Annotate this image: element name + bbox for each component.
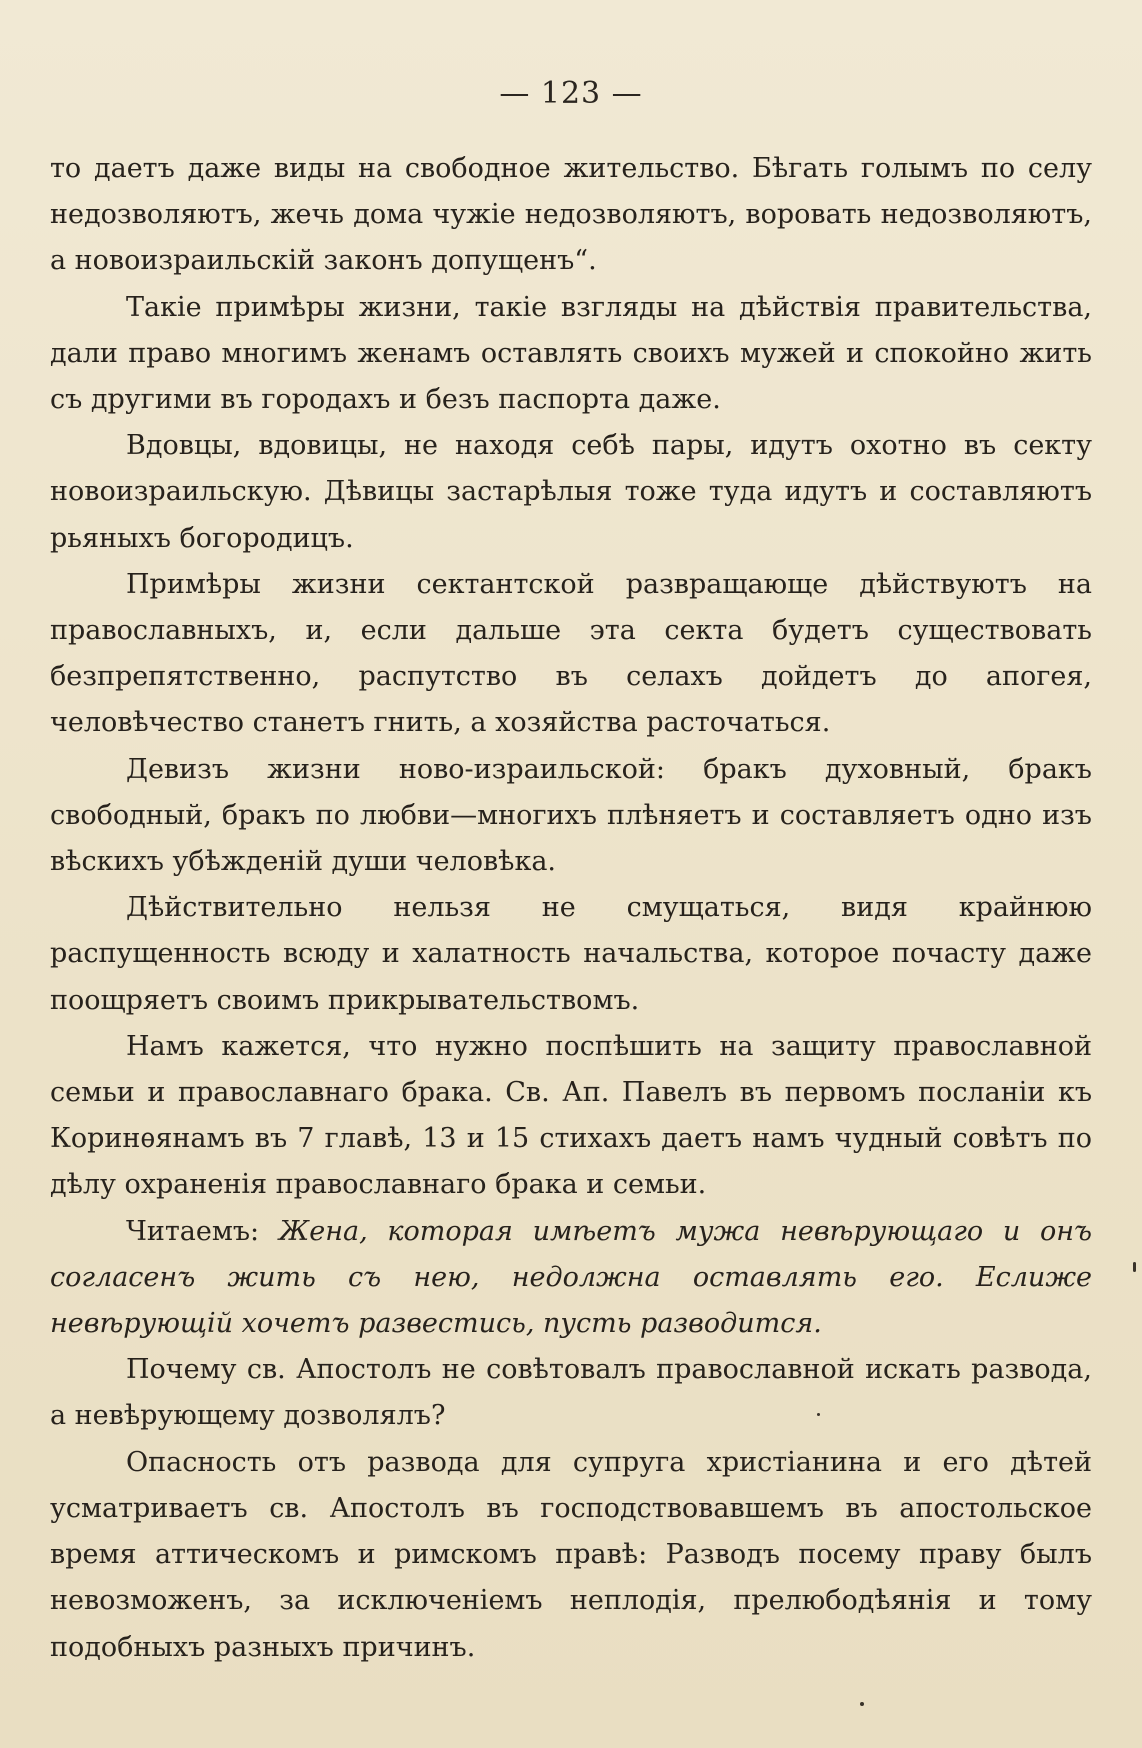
paragraph: Примѣры жизни сектантской развращающе дѣйствуютъ на православныхъ, и, если дальше эта секта будетъ существовать безпрепятственно, распутство въ селахъ дойдетъ до апогея, человѣчество станетъ гнить, а хозяйства расточаться. xyxy=(50,568,1092,739)
paragraph: Опасность отъ развода для супруга христiанина и его дѣтей усматриваетъ св. Апостолъ въ господствовавшемъ въ апостольское время аттическомъ и римскомъ правѣ: Разводъ посему праву былъ невозможенъ, за исключенiемъ неплодiя, прелюбодѣянiя и тому подобныхъ разныхъ причинъ. xyxy=(50,1446,1092,1663)
body-text xyxy=(50,146,1092,1671)
paragraph: Дѣйствительно нельзя не смущаться, видя крайнюю распущенность всюду и халатность начальства, которое почасту даже поощряетъ своимъ прикрывательствомъ. xyxy=(50,892,1092,1016)
paragraph: Вдовцы, вдовицы, не находя себѣ пары, идутъ охотно въ секту новоизраильскую. Дѣвицы застарѣлыя тоже туда идутъ и составляютъ рьяныхъ богородицъ. xyxy=(50,430,1092,554)
paragraph: Такiе примѣры жизни, такiе взгляды на дѣйствiя правительства, дали право многимъ женамъ оставлять своихъ мужей и спокойно жить съ другими въ городахъ и безъ паспорта даже. xyxy=(50,291,1092,416)
paragraph: Почему св. Апостолъ не совѣтовалъ православной искать развода, а невѣрующему дозволялъ? xyxy=(50,1354,1092,1432)
quote-lead: Читаемъ: xyxy=(126,1215,279,1247)
print-speck xyxy=(860,1702,864,1706)
scripture-quote: Жена, которая имѣетъ мужа невѣрующаго и онъ согласенъ жить съ нею, недолжна оставлять его. Еслиже невѣрующiй хочетъ развестись, пусть разводится. xyxy=(50,1215,1092,1340)
paragraph: Девизъ жизни ново-израильской: бракъ духовный, бракъ свободный, бракъ по любви—многихъ плѣняетъ и составляетъ одно изъ вѣскихъ убѣжденiй души человѣка. xyxy=(50,753,1092,878)
print-speck xyxy=(1133,1262,1136,1272)
paragraph: то даетъ даже виды на свободное жительство. Бѣгать голымъ по селу недозволяютъ, жечь дома чужiе недозволяютъ, воровать недозволяютъ, а новоизраильскiй законъ допущенъ“. xyxy=(50,153,1092,277)
scripture-quote-paragraph xyxy=(50,1209,1092,1348)
print-speck xyxy=(817,1413,820,1416)
page-number: — 123 — xyxy=(499,76,643,111)
paragraph: Намъ кажется, что нужно поспѣшить на защиту православной семьи и православнаго брака. Св. Ап. Павелъ въ первомъ посланiи къ Коринѳянамъ въ 7 главѣ, 13 и 15 стихахъ даетъ намъ чудный совѣтъ по дѣлу охраненiя православнаго брака и семьи. xyxy=(50,1030,1092,1201)
